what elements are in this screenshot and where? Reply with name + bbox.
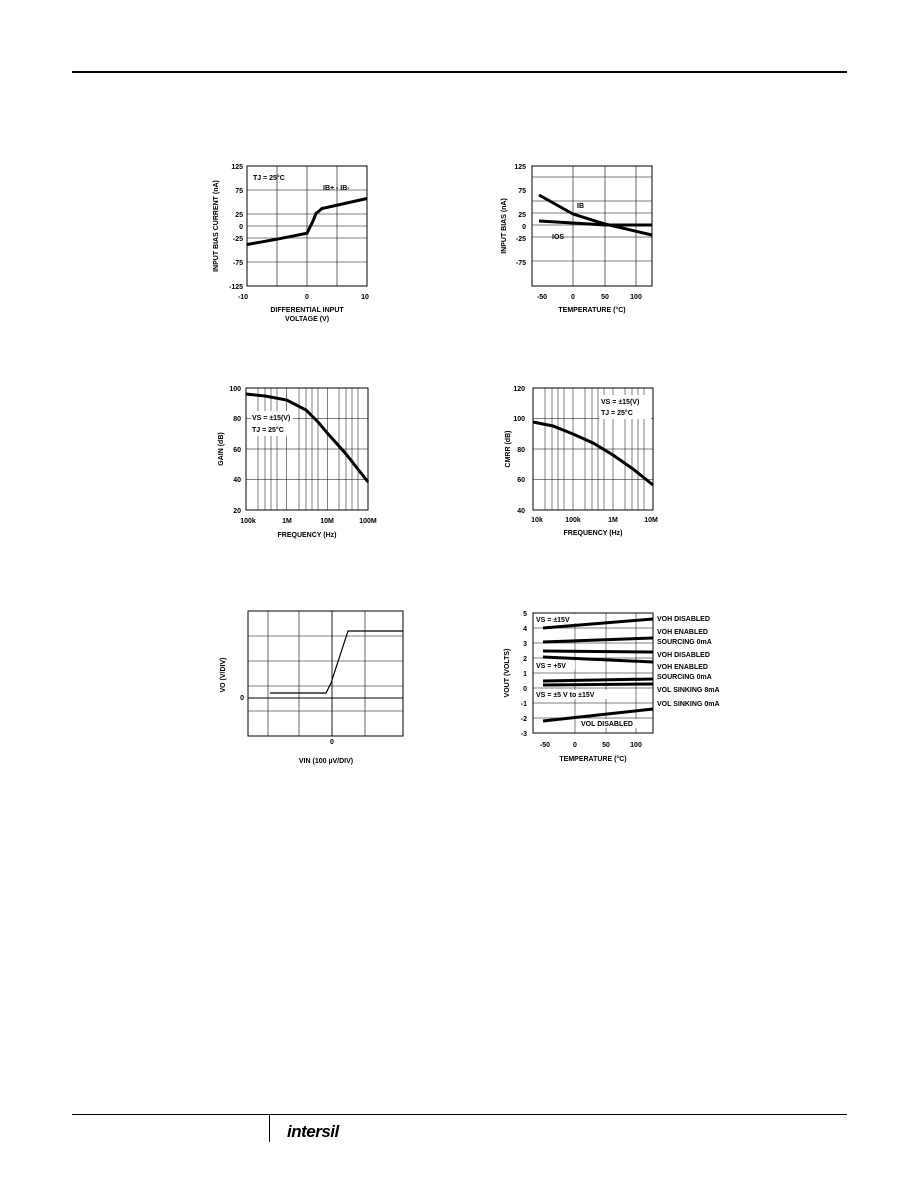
series-label: VOH DISABLED xyxy=(657,652,710,659)
condition-label: VS = ±15(V) xyxy=(252,415,291,422)
series-label: VOL DISABLED xyxy=(581,721,633,728)
y-tick: 80 xyxy=(517,447,525,454)
y-tick: -125 xyxy=(228,284,243,291)
condition-label: TJ = 25°C xyxy=(601,410,633,417)
y-axis-label: INPUT BIAS (nA) xyxy=(501,198,508,254)
y-tick: 125 xyxy=(514,164,526,171)
condition-label: TJ = 25°C xyxy=(253,175,285,182)
series-line xyxy=(246,394,368,482)
x-axis-label: VIN (100 µV/DIV) xyxy=(298,758,354,765)
y-axis-label: VOUT (VOLTS) xyxy=(504,648,511,698)
y-tick: 75 xyxy=(235,188,243,195)
grid xyxy=(248,611,403,736)
x-tick: 10k xyxy=(531,517,543,524)
x-axis-label: DIFFERENTIAL INPUT xyxy=(270,307,344,314)
y-tick: 3 xyxy=(523,641,527,648)
x-tick: -50 xyxy=(536,294,548,301)
y-tick: -25 xyxy=(515,236,526,243)
y-tick: 60 xyxy=(517,477,525,484)
x-tick: -10 xyxy=(237,294,249,301)
footer-divider xyxy=(269,1115,270,1142)
y-tick: 4 xyxy=(523,626,527,633)
x-tick: 100 xyxy=(630,742,642,749)
y-tick: 0 xyxy=(523,686,527,693)
x-tick: 100M xyxy=(359,518,377,525)
y-tick: 5 xyxy=(523,611,527,618)
curve-label: IB+ - IB- xyxy=(323,185,350,192)
x-tick: 10M xyxy=(320,518,334,525)
zero-y-label: 0 xyxy=(240,695,244,702)
y-tick: -3 xyxy=(520,731,527,738)
x-axis-label: TEMPERATURE (°C) xyxy=(558,307,626,314)
condition-label: VS = ±15(V) xyxy=(601,399,640,406)
x-tick: 50 xyxy=(601,294,609,301)
y-tick: 100 xyxy=(513,416,525,423)
series-label: SOURCING 0mA xyxy=(657,639,712,646)
x-tick: 100k xyxy=(240,518,256,525)
y-axis-label: CMRR (dB) xyxy=(505,430,512,468)
x-tick: 1M xyxy=(608,517,618,524)
series-label: VOH DISABLED xyxy=(657,616,710,623)
chart-gain-vs-frequency xyxy=(205,380,390,545)
condition-label: VS = ±5 V to ±15V xyxy=(536,692,595,699)
series-vol-sinking-0mA xyxy=(543,684,653,685)
series-voh-enabled-15v xyxy=(543,638,653,642)
x-axis-label: TEMPERATURE (°C) xyxy=(559,756,627,763)
transfer-curve xyxy=(270,631,403,693)
intersil-logo: intersil xyxy=(287,1122,339,1141)
y-tick: 0 xyxy=(522,224,526,231)
y-tick: 1 xyxy=(523,671,527,678)
x-tick: 0 xyxy=(571,294,575,301)
grid xyxy=(247,166,367,286)
x-axis-label: FREQUENCY (Hz) xyxy=(563,530,623,537)
y-tick: 75 xyxy=(518,188,526,195)
y-axis-label: GAIN (dB) xyxy=(218,432,225,466)
zero-x-label: 0 xyxy=(330,739,334,746)
y-axis-label: INPUT BIAS CURRENT (nA) xyxy=(213,180,220,272)
y-tick: 125 xyxy=(231,164,243,171)
series-label: VOH ENABLED xyxy=(657,629,708,636)
x-tick: -50 xyxy=(539,742,551,749)
condition-label: VS = ±15V xyxy=(536,617,570,624)
series-line xyxy=(533,422,653,485)
x-axis-label: VOLTAGE (V) xyxy=(284,316,330,323)
series-label: VOL SINKING 0mA xyxy=(657,701,720,708)
series-label-ib: IB xyxy=(577,203,584,210)
chart-input-bias-vs-diff-voltage xyxy=(205,160,385,330)
x-tick: 0 xyxy=(305,294,309,301)
series-label: VOL SINKING 8mA xyxy=(657,687,720,694)
y-axis-label: VO (V/DIV) xyxy=(220,657,227,693)
condition-label: TJ = 25°C xyxy=(252,427,284,434)
chart-input-bias-vs-temperature xyxy=(495,160,675,330)
chart-cmrr-vs-frequency xyxy=(495,378,675,546)
y-tick: 60 xyxy=(233,447,241,454)
y-tick: 0 xyxy=(239,224,243,231)
y-tick: -1 xyxy=(520,701,527,708)
x-tick: 0 xyxy=(573,742,577,749)
x-tick: 1M xyxy=(282,518,292,525)
y-tick: 100 xyxy=(229,386,241,393)
y-tick: 20 xyxy=(233,508,241,515)
x-tick: 10M xyxy=(644,517,658,524)
y-tick: 25 xyxy=(518,212,526,219)
series-voh-disabled-5v xyxy=(543,651,653,652)
header-rule xyxy=(72,71,847,73)
y-tick: -2 xyxy=(520,716,527,723)
series-label: VOH ENABLED xyxy=(657,664,708,671)
x-tick: 100 xyxy=(630,294,642,301)
y-tick: -75 xyxy=(515,260,526,267)
y-tick: 40 xyxy=(517,508,525,515)
footer-rule xyxy=(72,1114,847,1115)
x-axis-label: FREQUENCY (Hz) xyxy=(277,532,337,539)
series-vol-sinking-8mA xyxy=(543,679,653,681)
grid xyxy=(246,388,368,510)
x-tick: 10 xyxy=(361,294,369,301)
y-tick: 120 xyxy=(513,386,525,393)
y-tick: 25 xyxy=(235,212,243,219)
series-label: SOURCING 0mA xyxy=(657,674,712,681)
series-label-ios: IOS xyxy=(552,234,565,241)
x-tick: 100k xyxy=(565,517,581,524)
y-tick: 2 xyxy=(523,656,527,663)
x-tick: 50 xyxy=(602,742,610,749)
chart-transfer-characteristic xyxy=(210,605,410,770)
chart-vout-vs-temperature xyxy=(495,605,745,770)
y-tick: -75 xyxy=(232,260,243,267)
y-tick: 40 xyxy=(233,477,241,484)
y-tick: 80 xyxy=(233,416,241,423)
y-tick: -25 xyxy=(232,236,243,243)
condition-label: VS = +5V xyxy=(536,663,566,670)
